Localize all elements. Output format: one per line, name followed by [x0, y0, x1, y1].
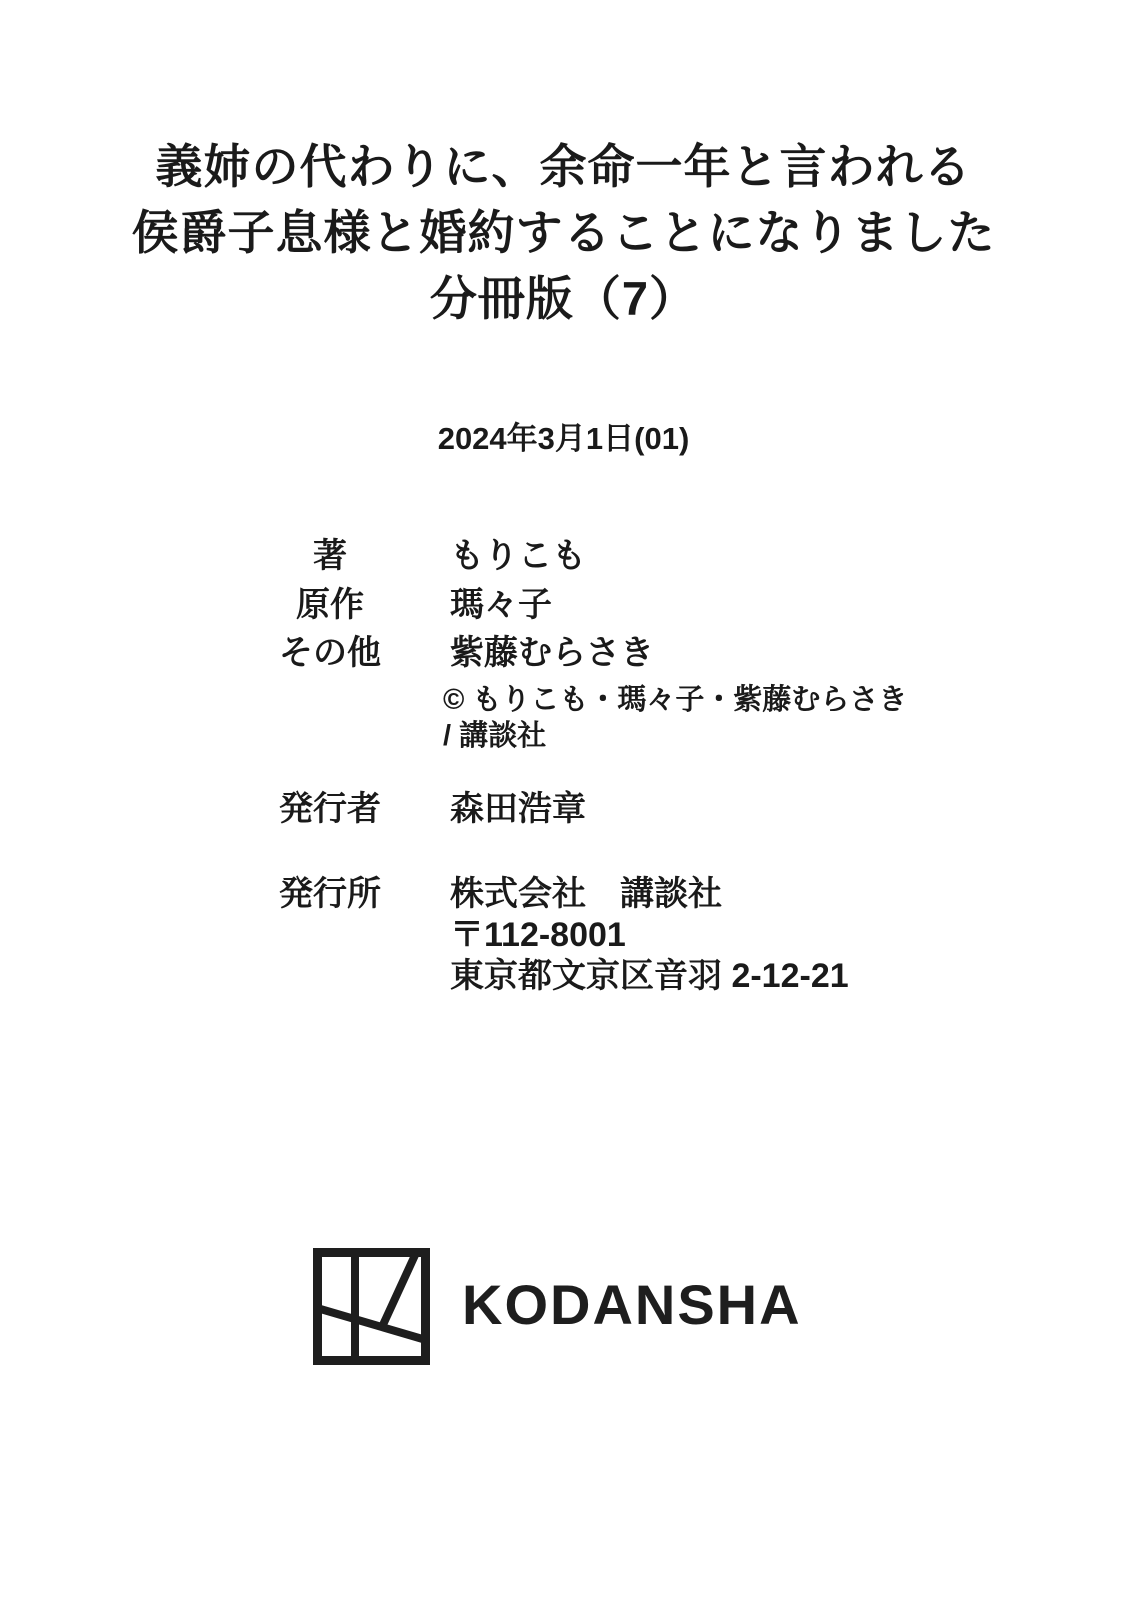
book-title-line-3: 分冊版（7）: [429, 272, 698, 325]
copyright-notice: [443, 682, 907, 754]
kodansha-wordmark: KODANSHA: [462, 1273, 802, 1336]
book-title: [0, 134, 1127, 332]
credit-value-other: 紫藤むらさき: [450, 634, 654, 672]
credit-value-original-story: 瑪々子: [450, 586, 552, 624]
book-title-line-2: 侯爵子息様と婚約することになりました: [131, 206, 996, 259]
publisher-label: 発行所: [279, 875, 381, 913]
issuer-label: 発行者: [279, 790, 381, 828]
credit-label-other: その他: [279, 634, 381, 672]
publisher-info: [450, 874, 849, 997]
issuer-value: 森田浩章: [450, 790, 586, 828]
release-date: 2024年3月1日(01): [437, 421, 690, 456]
kodansha-square-k-icon: [313, 1248, 430, 1365]
credit-label-author: 著: [313, 537, 347, 575]
publisher-name: 株式会社 講談社: [450, 875, 722, 913]
book-title-line-1: 義姉の代わりに、余命一年と言われる: [155, 140, 972, 193]
publisher-postal-code: 〒112-8001: [450, 916, 626, 954]
copyright-line-1: © もりこも・瑪々子・紫藤むらさき: [443, 684, 908, 716]
publisher-address: 東京都文京区音羽 2-12-21: [450, 957, 849, 995]
copyright-line-2: / 講談社: [443, 720, 547, 752]
credit-label-original-story: 原作: [296, 586, 364, 624]
credit-value-author: もりこも: [450, 537, 586, 575]
